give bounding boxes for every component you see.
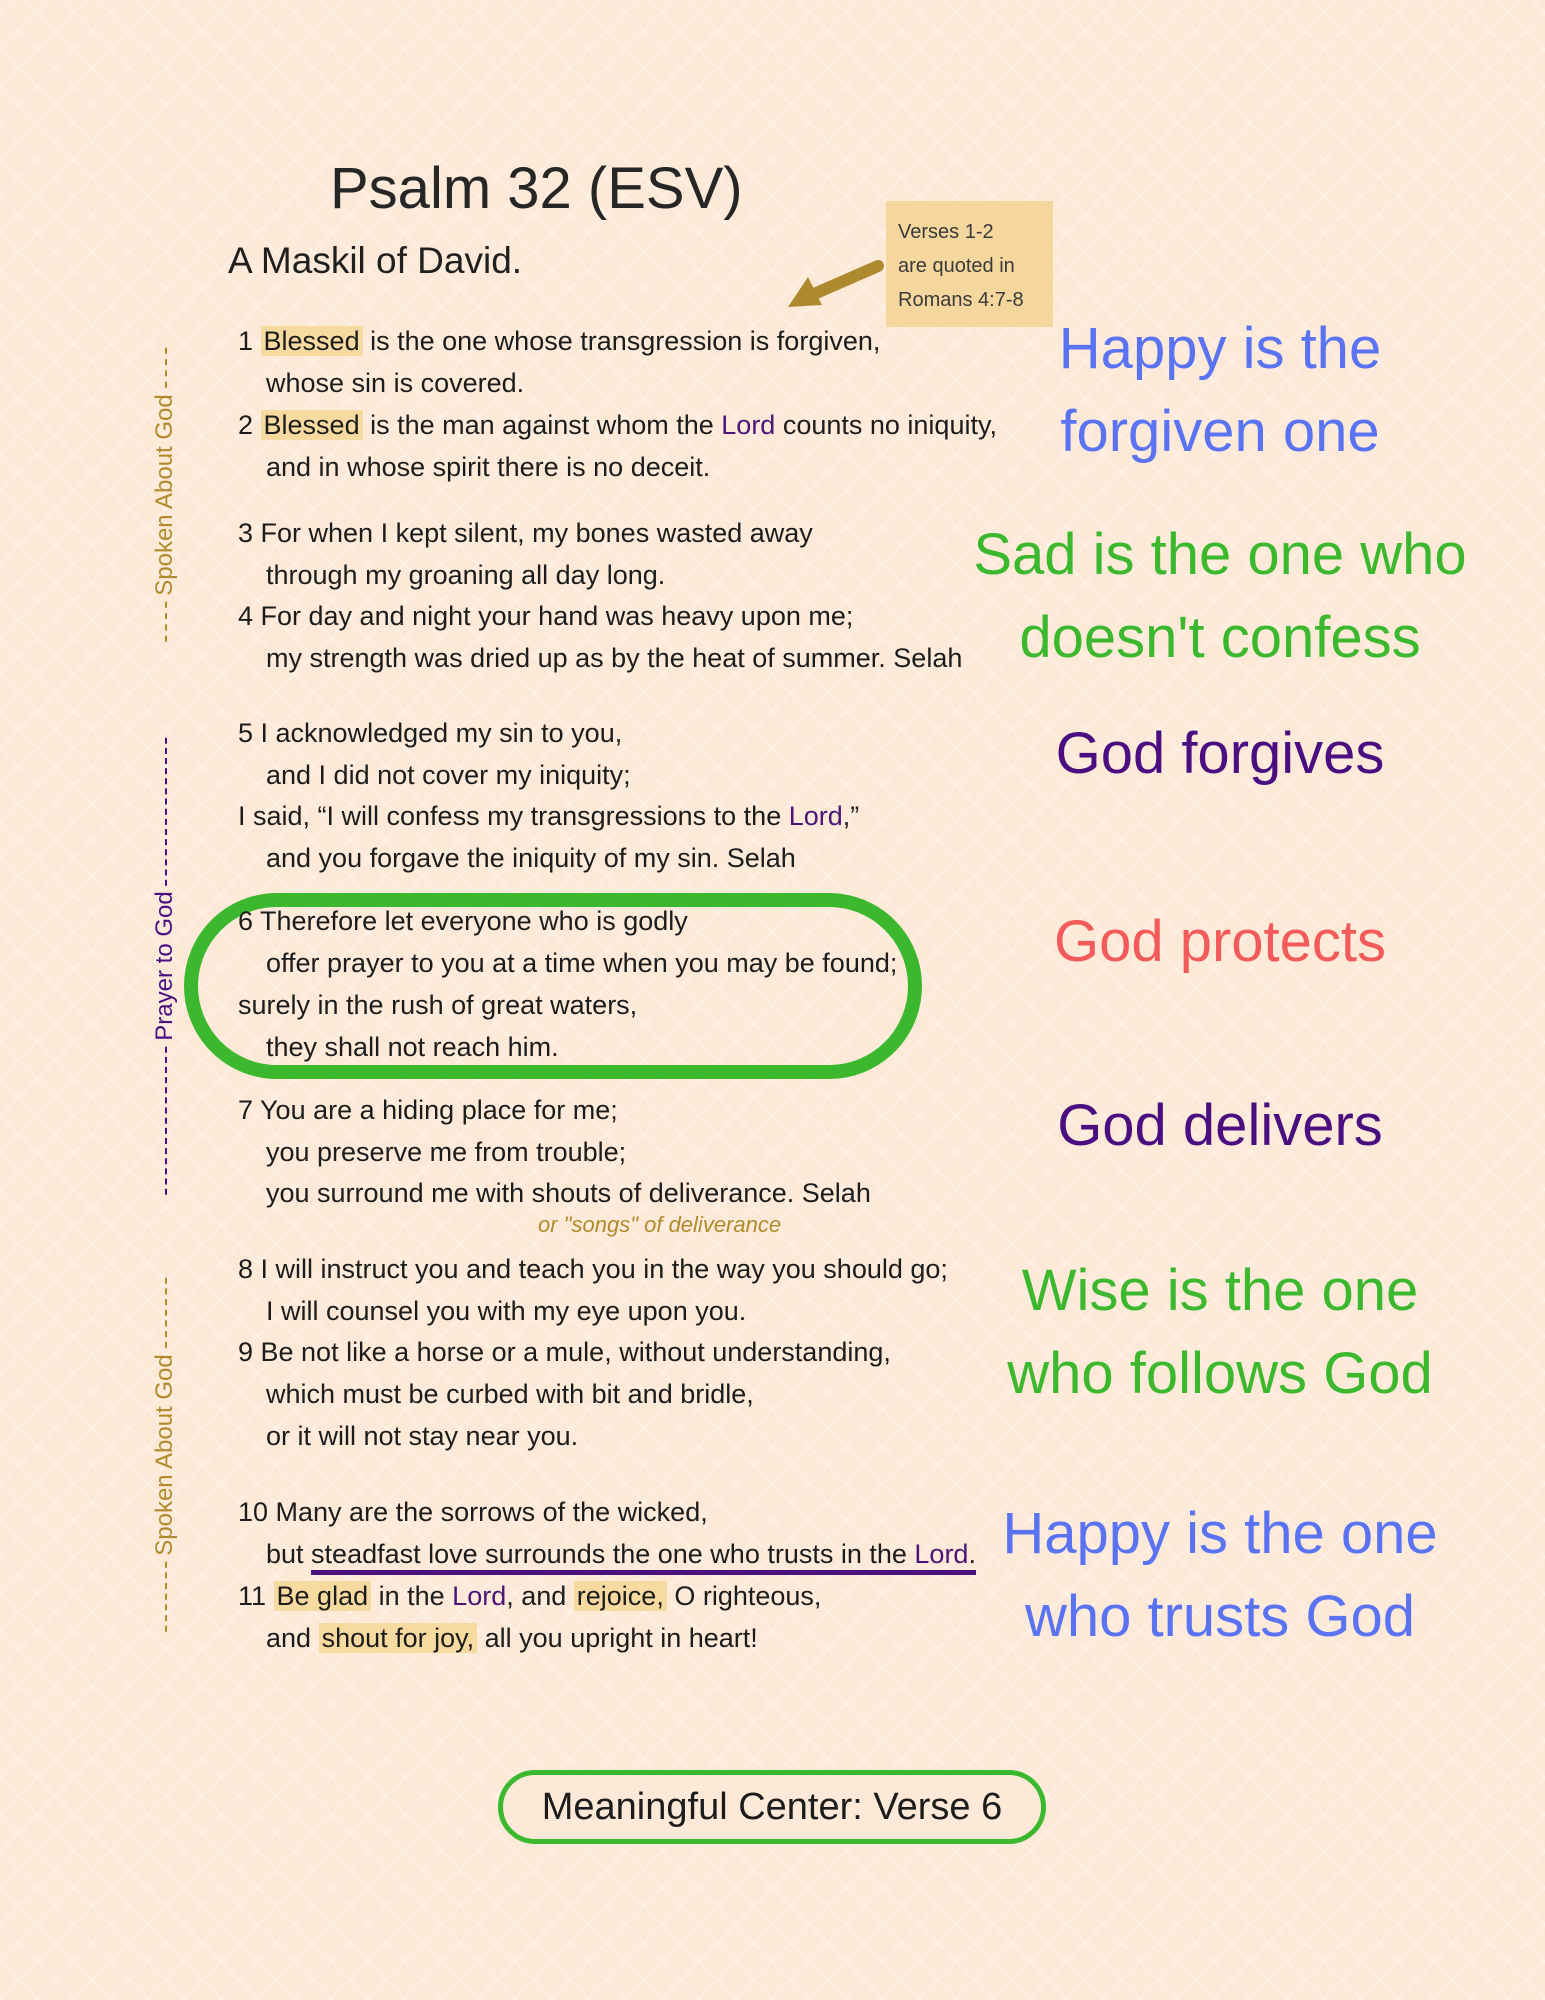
verse-8-line-2: I will counsel you with my eye upon you. xyxy=(266,1296,747,1326)
verse-5-line-1: 5 I acknowledged my sin to you, xyxy=(238,718,623,748)
verse-9-line-3: or it will not stay near you. xyxy=(266,1421,579,1451)
theme-god-delivers: God delivers xyxy=(1057,1093,1383,1158)
verse-5-line-2: and I did not cover my iniquity; xyxy=(266,760,631,790)
verse-2-line-2: and in whose spirit there is no deceit. xyxy=(266,452,711,482)
theme-doesnt-confess: Sad is the one who doesn't confess xyxy=(973,522,1467,670)
lord-word: Lord xyxy=(914,1539,969,1569)
side-label-prayer-to-god: Prayer to God xyxy=(151,731,179,1200)
songs-footnote: or "songs" of deliverance xyxy=(538,1212,782,1237)
side-label-spoken-about-god-top: Spoken About God xyxy=(151,342,179,648)
verse-9-line-1: 9 Be not like a horse or a mule, without understanding, xyxy=(238,1337,891,1367)
page-subtitle: A Maskil of David. xyxy=(228,240,523,281)
highlight-rejoice: rejoice, xyxy=(574,1581,667,1611)
verse-2-line-1: 2 Blessed is the man against whom the Lord counts no iniquity, xyxy=(238,410,997,440)
highlight-blessed: Blessed xyxy=(261,326,363,356)
highlight-blessed: Blessed xyxy=(261,410,363,440)
verse-11-line-2: and shout for joy, all you upright in heart! xyxy=(266,1623,758,1653)
side-label-spoken-about-god-bottom: Spoken About God xyxy=(151,1272,179,1638)
lord-word: Lord xyxy=(788,801,843,831)
verse-8-line-1: 8 I will instruct you and teach you in the way you should go; xyxy=(238,1254,948,1284)
lord-word: Lord xyxy=(452,1581,507,1611)
verse-6-line-2: offer prayer to you at a time when you may be found; xyxy=(266,948,898,978)
verse-5-line-4: and you forgave the iniquity of my sin. Selah xyxy=(266,843,796,873)
theme-trusts-god: Happy is the one who trusts God xyxy=(1002,1501,1438,1649)
page-title: Psalm 32 (ESV) xyxy=(330,156,743,221)
note-line: are quoted in xyxy=(898,255,1015,277)
verse-7-line-2: you preserve me from trouble; xyxy=(266,1137,627,1167)
arrow-icon xyxy=(780,255,890,315)
theme-follows-god: Wise is the one who follows God xyxy=(1007,1258,1433,1406)
theme-forgiven-one: Happy is the forgiven one xyxy=(1058,316,1382,464)
verse-4-line-2: my strength was dried up as by the heat of summer. Selah xyxy=(266,643,963,673)
meaningful-center-badge: Meaningful Center: Verse 6 xyxy=(498,1770,1046,1844)
note-line: Verses 1-2 xyxy=(898,221,994,243)
verse-7-line-1: 7 You are a hiding place for me; xyxy=(238,1095,618,1125)
verse-3-line-2: through my groaning all day long. xyxy=(266,560,666,590)
verse-4-line-1: 4 For day and night your hand was heavy upon me; xyxy=(238,601,854,631)
verse-6-line-4: they shall not reach him. xyxy=(266,1032,559,1062)
verse-10-line-2: but steadfast love surrounds the one who trusts in the Lord. xyxy=(238,1539,976,1570)
highlight-shout-for-joy: shout for joy, xyxy=(319,1623,478,1653)
verse-1-line-2: whose sin is covered. xyxy=(266,368,525,398)
verse-7-line-3: you surround me with shouts of deliverance. Selah xyxy=(266,1178,871,1208)
underlined-phrase: steadfast love surrounds the one who trusts in the Lord. xyxy=(311,1539,976,1575)
note-line: Romans 4:7-8 xyxy=(898,289,1024,311)
verse-9-line-2: which must be curbed with bit and bridle, xyxy=(266,1379,754,1409)
verse-10-line-1: 10 Many are the sorrows of the wicked, xyxy=(238,1497,708,1527)
verse-5-line-3: I said, “I will confess my transgressions to the Lord,” xyxy=(238,801,860,831)
theme-god-forgives: God forgives xyxy=(1055,721,1385,786)
highlight-be-glad: Be glad xyxy=(274,1581,372,1611)
verse-6-line-3: surely in the rush of great waters, xyxy=(238,990,638,1020)
verse-3-line-1: 3 For when I kept silent, my bones wasted away xyxy=(238,518,813,548)
verse-1-line-1: 1 Blessed is the one whose transgression is forgiven, xyxy=(238,326,881,356)
verse-11-line-1: 11 Be glad in the Lord, and rejoice, O righteous, xyxy=(238,1581,822,1611)
theme-god-protects: God protects xyxy=(1053,909,1387,974)
verse-6-line-1: 6 Therefore let everyone who is godly xyxy=(238,906,688,936)
lord-word: Lord xyxy=(721,410,776,440)
